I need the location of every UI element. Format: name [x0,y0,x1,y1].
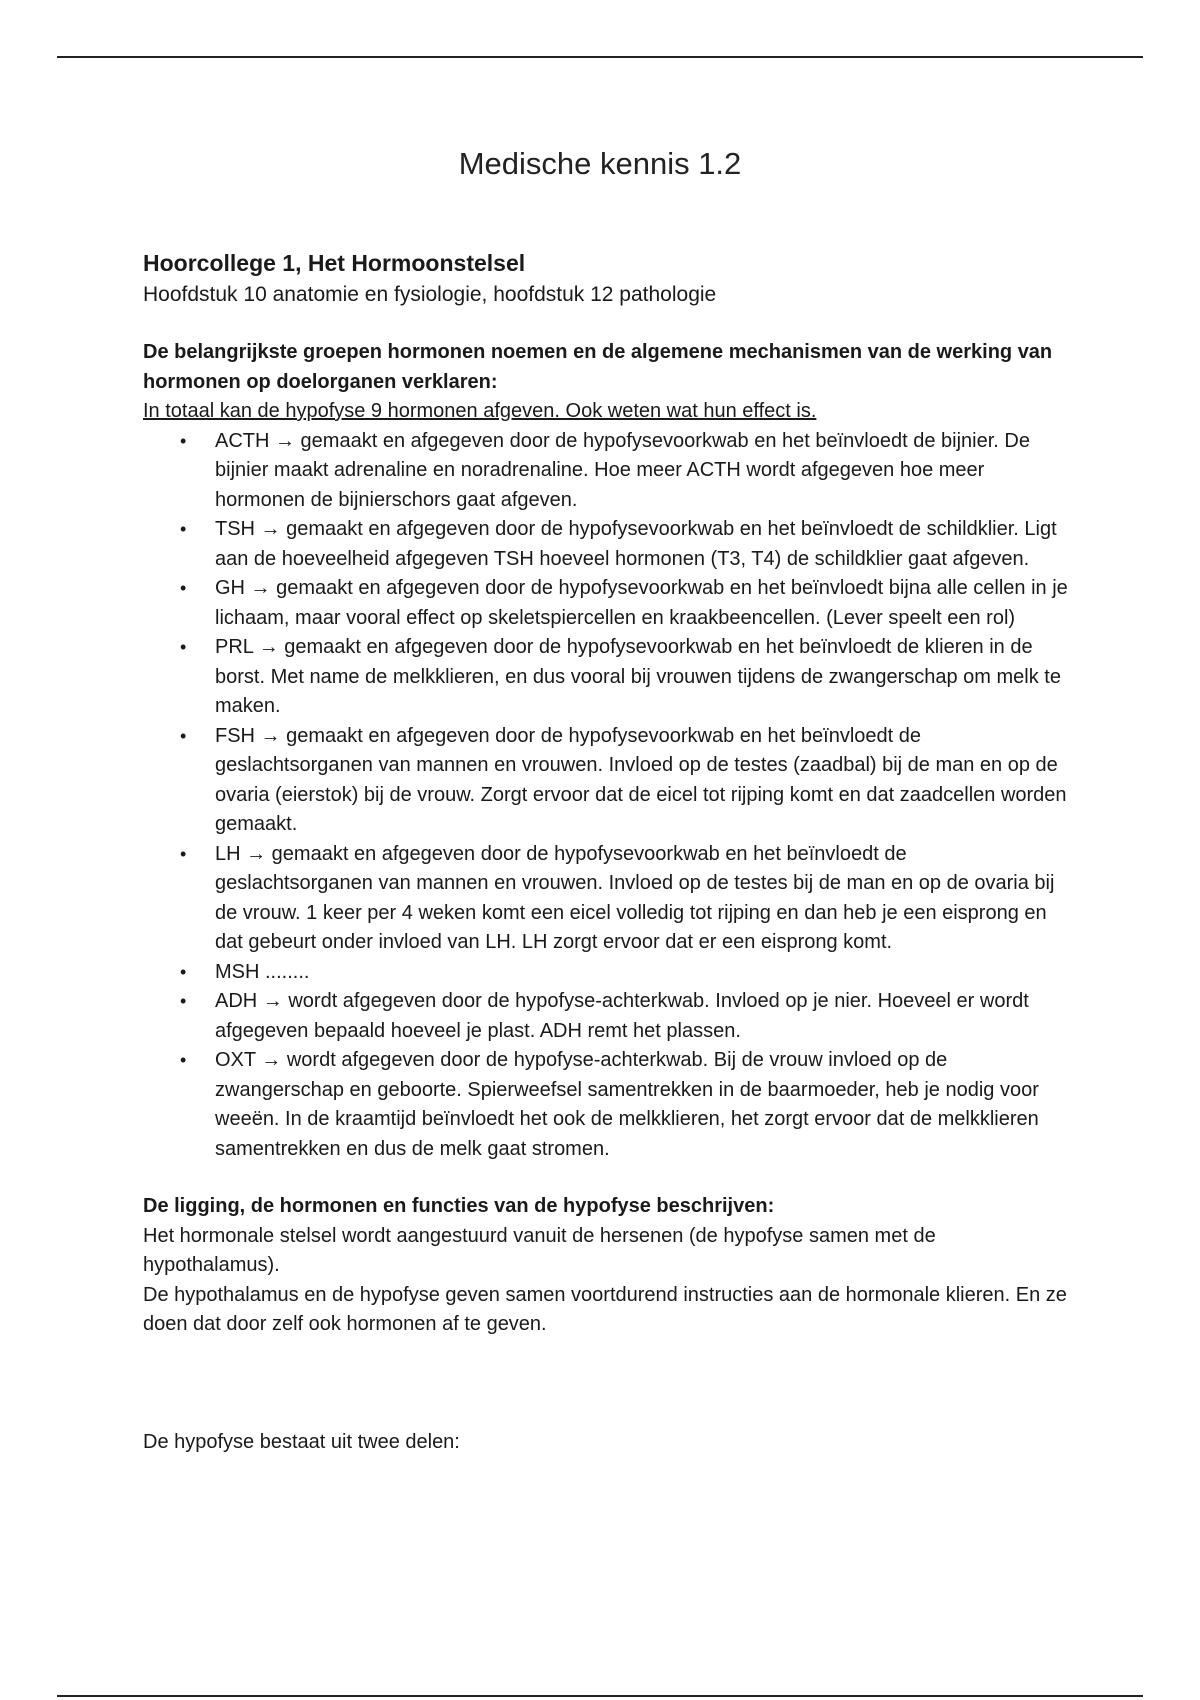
list-item-text: TSH → gemaakt en afgegeven door de hypofysevoorkwab en het beïnvloedt de schildklier. Ligt aan de hoeveelheid afgegeven TSH hoeveel hormonen (T3, T4) de schildklier gaat afgeven. [215,518,1057,570]
hormone-list [143,427,1068,1165]
list-item [143,958,1068,988]
section1-intro: In totaal kan de hypofyse 9 hormonen afgeven. Ook weten wat hun effect is. [143,400,817,422]
bullet-icon: • [180,725,187,746]
bullet-icon: • [180,991,187,1011]
list-item [143,427,1068,516]
header-rule [57,56,1143,58]
list-item-text: GH → gemaakt en afgegeven door de hypofysevoorkwab en het beïnvloedt bijna alle cellen in je lichaam, maar vooral effect op skeletspiercellen en kraakbeencellen. (Lever speelt een rol) [215,577,1068,629]
section2-heading: De ligging, de hormonen en functies van de hypofyse beschrijven: [143,1195,775,1217]
bullet-icon: • [180,430,187,451]
section1-heading: De belangrijkste groepen hormonen noemen en de algemene mechanismen van de werking van hormonen op doelorganen verklaren: [143,341,1053,393]
list-item-text: FSH → gemaakt en afgegeven door de hypofysevoorkwab en het beïnvloedt de geslachtsorganen van mannen en vrouwen. Invloed op de testes (zaadbal) bij de man en op de ovaria (eierstok) bij de vrouw. Zorgt ervoor dat de eicel tot rijping komt en dat zaadcellen worden gemaakt. [215,724,1067,835]
section2-paragraph: Het hormonale stelsel wordt aangestuurd vanuit de hersenen (de hypofyse samen met de hypothalamus). [143,1224,936,1276]
list-item-text: MSH ........ [215,960,310,983]
list-item-text: LH → gemaakt en afgegeven door de hypofysevoorkwab en het beïnvloedt de geslachtsorganen van mannen en vrouwen. Invloed op de testes bij de man en op de ovaria bij de vrouw. 1 keer per 4 weken komt een eicel volledig tot rijping en dan heb je een eisprong en dat gebeurt onder invloed van LH. LH zorgt ervoor dat er een eisprong komt. [215,842,1055,953]
list-item [143,987,1068,1046]
list-item [143,515,1068,574]
list-item [143,633,1068,722]
bullet-icon: • [180,843,187,864]
list-item-text: ADH → wordt afgegeven door de hypofyse-achterkwab. Invloed op je nier. Hoeveel er wordt afgegeven bepaald hoeveel je plast. ADH remt het plassen. [215,990,1029,1042]
list-item [143,574,1068,633]
document-body [143,246,1068,1457]
section2-paragraph: De hypothalamus en de hypofyse geven samen voortdurend instructies aan de hormonale klieren. En ze doen dat door zelf ook hormonen af te geven. [143,1283,1067,1335]
list-item-text: ACTH → gemaakt en afgegeven door de hypofysevoorkwab en het beïnvloedt de bijnier. De bijnier maakt adrenaline en noradrenaline. Hoe meer ACTH wordt afgegeven hoe meer hormonen de bijnierschors gaat afgeven. [215,429,1030,511]
bullet-icon: • [180,961,187,982]
list-item [143,840,1068,958]
lecture-heading: Hoorcollege 1, Het Hormoonstelsel [143,250,526,276]
section2-paragraph: De hypofyse bestaat uit twee delen: [143,1430,460,1453]
bullet-icon: • [180,1050,187,1070]
bullet-icon: • [180,578,187,598]
list-item [143,1046,1068,1164]
list-item-text: PRL → gemaakt en afgegeven door de hypofysevoorkwab en het beïnvloedt de klieren in de borst. Met name de melkklieren, en dus vooral bij vrouwen tijdens de zwangerschap om melk te maken. [215,636,1061,717]
document-title: Medische kennis 1.2 [458,146,742,181]
footer-rule [57,1695,1143,1697]
bullet-icon: • [180,519,187,539]
list-item-text: OXT → wordt afgegeven door de hypofyse-achterkwab. Bij de vrouw invloed op de zwangerschap en geboorte. Spierweefsel samentrekken in de baarmoeder, heb je nodig voor weeën. In de kraamtijd beïnvloedt het ook de melkklieren, het zorgt ervoor dat de melkklieren samentrekken en dus de melk gaat stromen. [215,1049,1039,1160]
chapter-subheading: Hoofdstuk 10 anatomie en fysiologie, hoofdstuk 12 pathologie [143,283,717,306]
bullet-icon: • [180,637,187,657]
list-item [143,722,1068,840]
